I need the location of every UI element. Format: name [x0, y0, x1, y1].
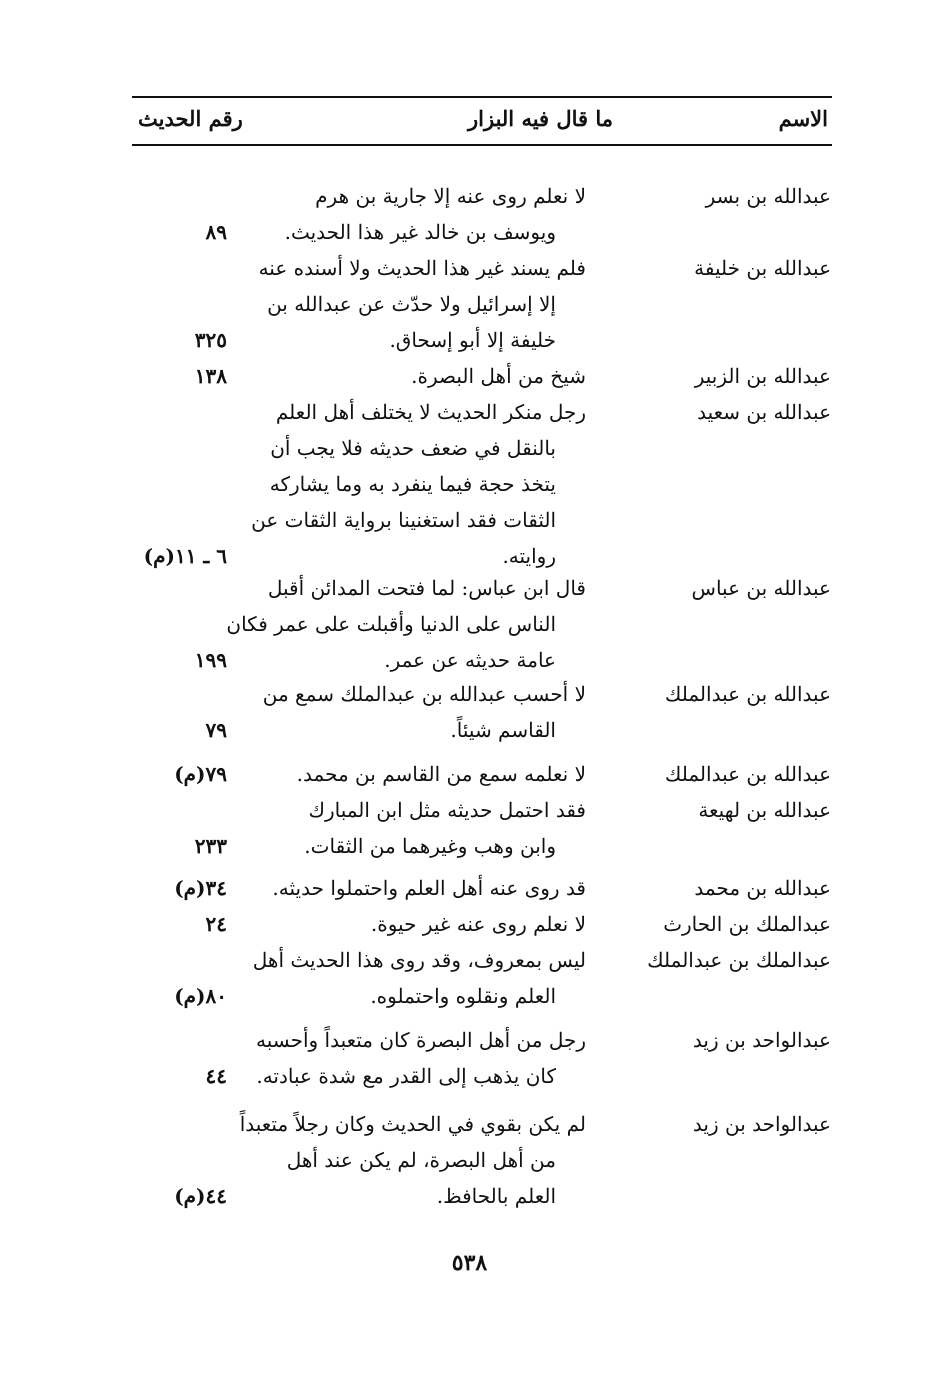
narrator-name: عبدالملك بن عبدالملك [647, 948, 831, 972]
comment-line: لا نعلم روى عنه غير حيوة. [370, 912, 586, 936]
comment-line: لم يكن بقوي في الحديث وكان رجلاً متعبداً [239, 1112, 586, 1136]
narrator-name: عبدالله بن عبدالملك [664, 682, 831, 706]
narrator-name: عبدالواحد بن زيد [692, 1028, 831, 1052]
hadith-number: ٧٩ [205, 718, 227, 742]
hadith-number: ٤٤(م) [174, 1184, 227, 1208]
header-name: الاسم [778, 106, 828, 131]
bazzar-comment [246, 870, 586, 906]
comment-line: العلم ونقلوه واحتملوه. [370, 984, 556, 1008]
comment-line: الناس على الدنيا وأقبلت على عمر فكان [226, 612, 556, 636]
bazzar-comment [246, 906, 586, 942]
page-number: ٥٣٨ [451, 1250, 488, 1276]
narrator-name: عبدالملك بن الحارث [663, 912, 831, 936]
comment-line: ويوسف بن خالد غير هذا الحديث. [284, 220, 556, 244]
comment-line: إلا إسرائيل ولا حدّث عن عبدالله بن [267, 292, 556, 316]
hadith-number: ٨٩ [205, 220, 227, 244]
hadith-number: ٧٩(م) [174, 762, 227, 786]
hadith-number: ١٩٩ [194, 648, 227, 672]
comment-line: لا أحسب عبدالله بن عبدالملك سمع من [262, 682, 586, 706]
bazzar-comment [239, 1106, 586, 1214]
hadith-number: ٦ ـ ١١(م) [143, 544, 227, 568]
comment-line: خليفة إلا أبو إسحاق. [389, 328, 556, 352]
narrator-name: عبدالواحد بن زيد [692, 1112, 831, 1136]
comment-line: كان يذهب إلى القدر مع شدة عبادته. [256, 1064, 556, 1088]
comment-line: روايته. [502, 544, 556, 568]
comment-line: يتخذ حجة فيما ينفرد به وما يشاركه [269, 472, 556, 496]
hadith-number: ٢٣٣ [194, 834, 227, 858]
hadith-number: ٣٤(م) [174, 876, 227, 900]
narrator-name: عبدالله بن الزبير [694, 364, 831, 388]
comment-line: العلم بالحافظ. [436, 1184, 556, 1208]
comment-line: شيخ من أهل البصرة. [411, 364, 586, 388]
comment-line: القاسم شيئاً. [450, 718, 556, 742]
comment-line: رجل من أهل البصرة كان متعبداً وأحسبه [255, 1028, 586, 1052]
bazzar-comment [226, 570, 586, 678]
narrator-name: عبدالله بن عبدالملك [664, 762, 831, 786]
comment-line: عامة حديثه عن عمر. [384, 648, 556, 672]
comment-line: ليس بمعروف، وقد روى هذا الحديث أهل [252, 948, 586, 972]
comment-line: فلم يسند غير هذا الحديث ولا أسنده عنه [258, 256, 586, 280]
comment-line: الثقات فقد استغنينا برواية الثقات عن [251, 508, 556, 532]
narrator-name: عبدالله بن محمد [694, 876, 831, 900]
comment-line: قال ابن عباس: لما فتحت المدائن أقبل [267, 576, 586, 600]
comment-line: فقد احتمل حديثه مثل ابن المبارك [308, 798, 586, 822]
bazzar-comment [246, 942, 586, 1014]
narrator-name: عبدالله بن لهيعة [698, 798, 831, 822]
hadith-number: ٣٢٥ [194, 328, 227, 352]
comment-line: لا نعلم روى عنه إلا جارية بن هرم [315, 184, 586, 208]
hadith-number: ٢٤ [205, 912, 227, 936]
narrator-name: عبدالله بن بسر [705, 184, 831, 208]
bazzar-comment [246, 178, 586, 250]
narrator-name: عبدالله بن عباس [691, 576, 831, 600]
narrator-name: عبدالله بن سعيد [697, 400, 831, 424]
bazzar-comment [246, 250, 586, 358]
bazzar-comment [246, 676, 586, 748]
narrator-name: عبدالله بن خليفة [694, 256, 831, 280]
comment-line: رجل منكر الحديث لا يختلف أهل العلم [275, 400, 586, 424]
header-hadith-number: رقم الحديث [138, 106, 243, 131]
comment-line: قد روى عنه أهل العلم واحتملوا حديثه. [272, 876, 586, 900]
header-comment: ما قال فيه البزار [468, 106, 614, 131]
bazzar-comment [246, 1022, 586, 1094]
comment-line: وابن وهب وغيرهما من الثقات. [304, 834, 556, 858]
hadith-number: ٨٠(م) [174, 984, 227, 1008]
comment-line: لا نعلمه سمع من القاسم بن محمد. [296, 762, 586, 786]
bazzar-comment [246, 792, 586, 864]
hadith-number: ٤٤ [205, 1064, 227, 1088]
hadith-number: ١٣٨ [194, 364, 227, 388]
bazzar-comment [246, 756, 586, 792]
bazzar-comment [246, 358, 586, 394]
comment-line: من أهل البصرة، لم يكن عند أهل [286, 1148, 556, 1172]
comment-line: بالنقل في ضعف حديثه فلا يجب أن [270, 436, 556, 460]
bazzar-comment [246, 394, 586, 574]
